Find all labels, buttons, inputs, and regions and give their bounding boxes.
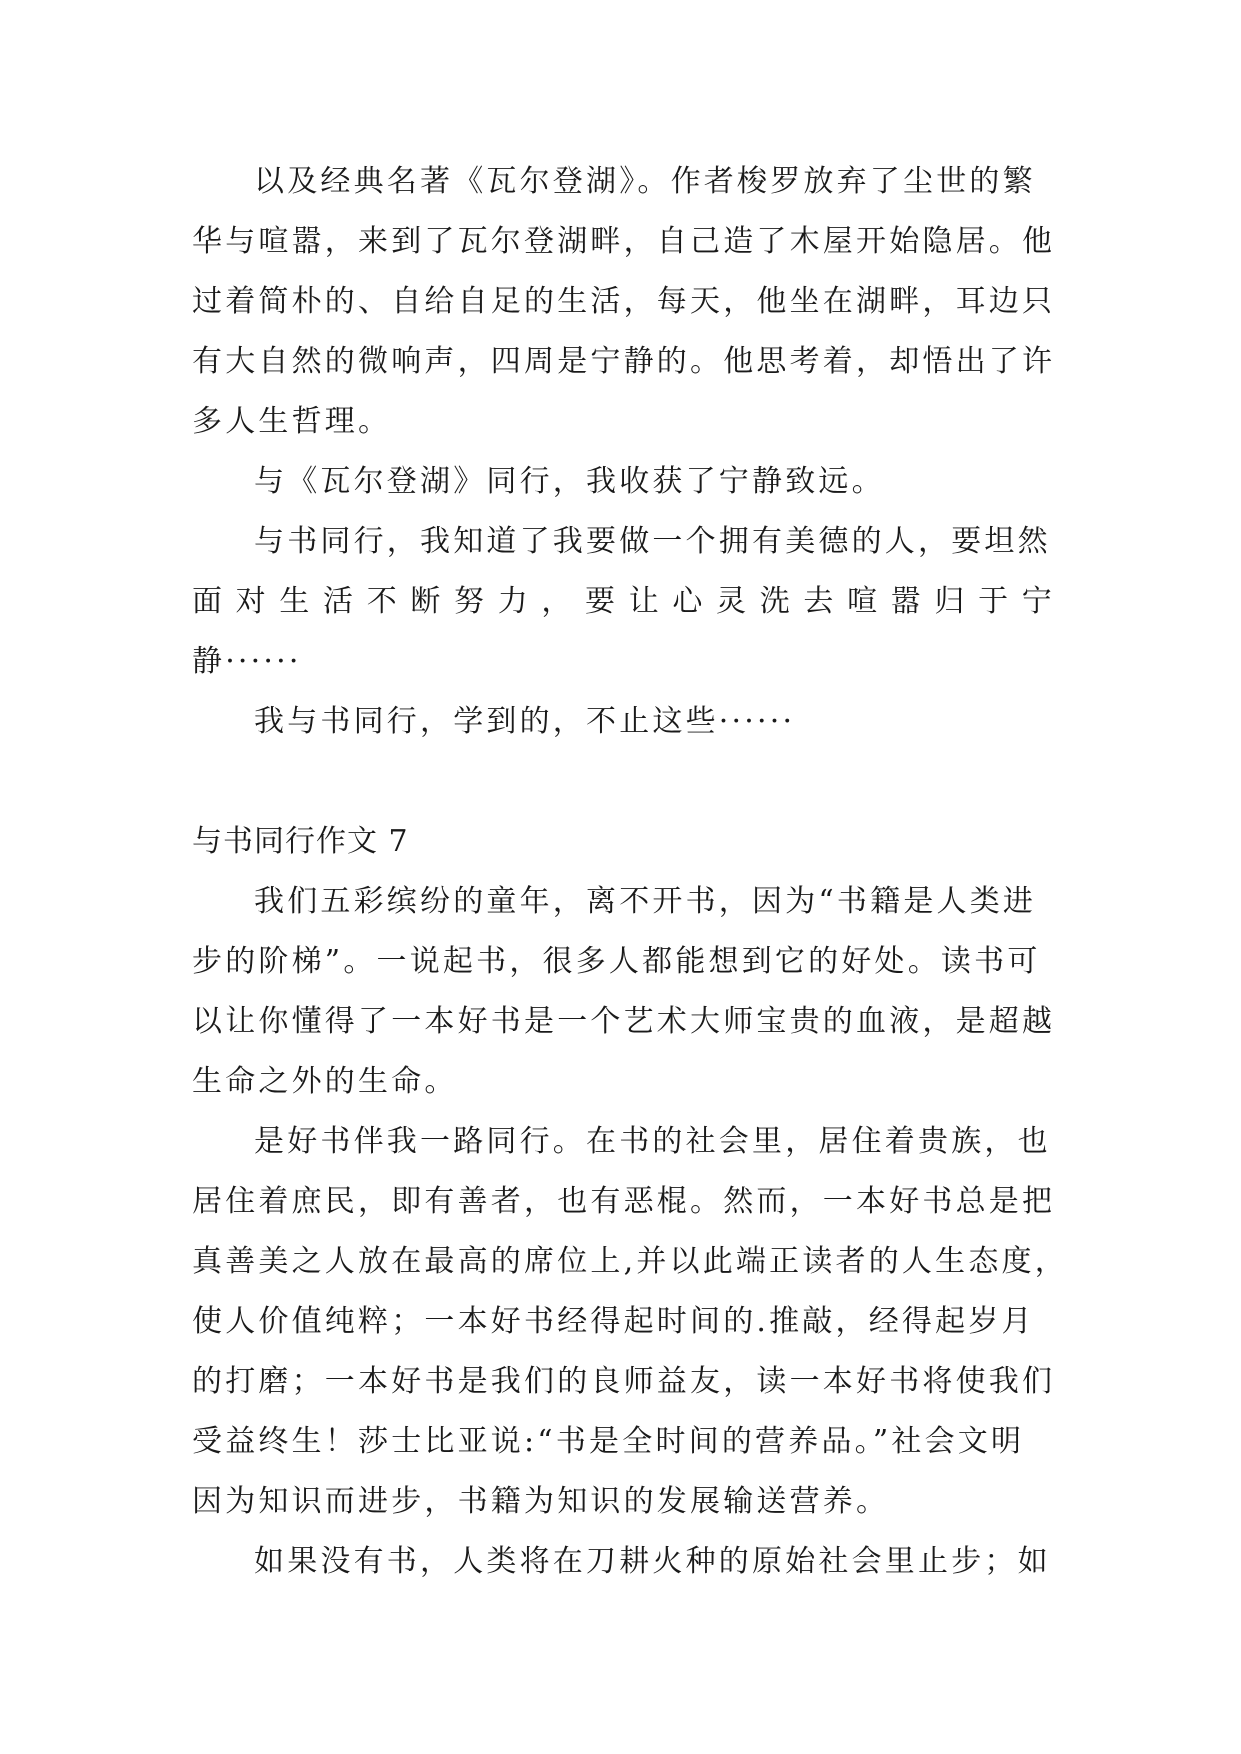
text-char: 让 [628,584,659,619]
text-line: 我与书同行，学到的，不止这些······ [254,704,796,739]
text-line: 真善美之人放在最高的席位上,并以此端正读者的人生态度， [192,1244,1068,1279]
text-line: 受益终生！莎士比亚说:“书是全时间的营养品。”社会文明 [192,1424,1025,1459]
section-heading: 与书同行作文 7 [192,824,409,859]
text-line-justified [192,572,1052,632]
text-line: 如果没有书，人类将在刀耕火种的原始社会里止步；如 [254,1544,1051,1579]
text-char: 努 [454,584,485,619]
text-char: 归 [934,584,965,619]
text-char: 面 [192,584,222,619]
text-line: 静······ [192,644,302,679]
text-char: 嚣 [890,584,921,619]
paragraph-gap [192,752,1052,812]
text-line: 多人生哲理。 [192,404,392,439]
text-line: 是好书伴我一路同行。在书的社会里，居住着贵族，也 [254,1124,1051,1159]
text-char: 活 [323,584,354,619]
text-line: 的打磨；一本好书是我们的良师益友，读一本好书将使我们 [192,1364,1056,1399]
text-line: 与书同行，我知道了我要做一个拥有美德的人，要坦然 [254,524,1051,559]
text-char: 心 [672,584,703,619]
text-char: 对 [235,584,266,619]
text-line: 以及经典名著《瓦尔登湖》。作者梭罗放弃了尘世的繁 [254,164,1036,199]
text-char: 要 [585,584,616,619]
text-line: 有大自然的微响声，四周是宁静的。他思考着，却悟出了许 [192,344,1056,379]
text-line: 过着简朴的、自给自足的生活，每天，他坐在湖畔，耳边只 [192,284,1056,319]
text-line: 华与喧嚣，来到了瓦尔登湖畔，自己造了木屋开始隐居。他 [192,224,1056,259]
text-line: 步的阶梯”。一说起书，很多人都能想到它的好处。读书可 [192,944,1041,979]
text-char: 不 [366,584,397,619]
document-page [192,152,1068,1592]
text-char: 洗 [759,584,790,619]
text-char: ， [541,584,572,619]
text-line: 使人价值纯粹；一本好书经得起时间的.推敲，经得起岁月 [192,1304,1035,1339]
text-char: 于 [978,584,1009,619]
text-char: 生 [279,584,310,619]
text-char: 去 [803,584,834,619]
text-char: 力 [497,584,528,619]
text-line: 因为知识而进步，书籍为知识的发展输送营养。 [192,1484,890,1519]
text-line: 我们五彩缤纷的童年，离不开书，因为“书籍是人类进 [254,884,1037,919]
text-char: 宁 [1021,584,1052,619]
text-line: 生命之外的生命。 [192,1064,458,1099]
text-char: 喧 [847,584,878,619]
text-char: 灵 [716,584,747,619]
text-line: 居住着庶民，即有善者，也有恶棍。然而，一本好书总是把 [192,1184,1056,1219]
text-line: 与《瓦尔登湖》同行，我收获了宁静致远。 [254,464,885,499]
text-char: 断 [410,584,441,619]
text-line: 以让你懂得了一本好书是一个艺术大师宝贵的血液，是超越 [192,1004,1056,1039]
